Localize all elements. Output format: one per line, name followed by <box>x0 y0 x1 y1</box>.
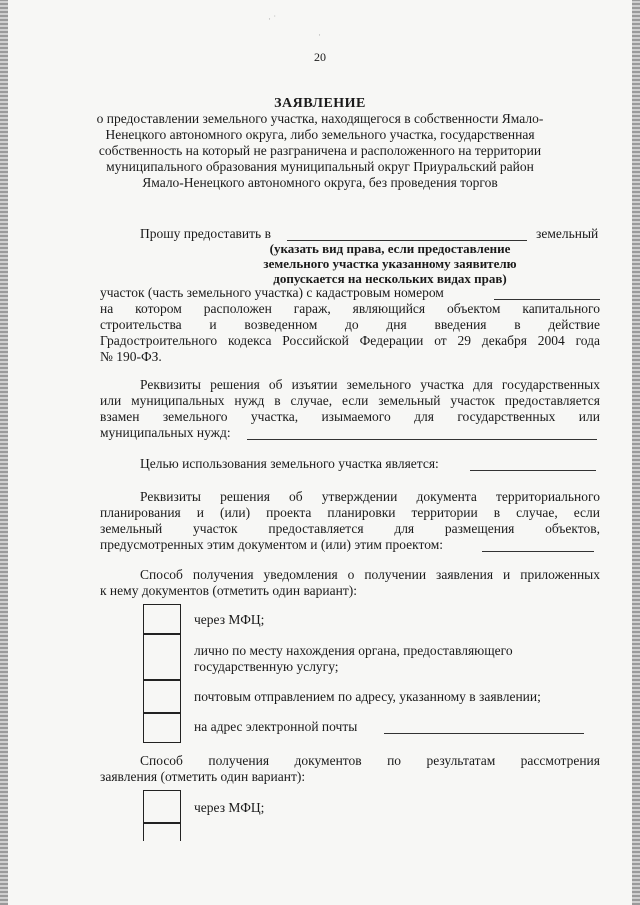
paragraph-line: Реквизиты решения об изъятии земельного участка для государственных <box>140 377 600 392</box>
garage-paragraph <box>100 301 600 365</box>
notify-email-field[interactable] <box>384 721 584 734</box>
purpose-field[interactable] <box>470 458 596 471</box>
notify-option-email: на адрес электронной почты <box>194 719 358 734</box>
right-type-field[interactable] <box>287 228 527 241</box>
paragraph-line: планирования и (или) проекта планировки территории в случае, если <box>100 505 600 520</box>
subtitle-line: собственность на который не разграничена и расположенного на территории <box>98 143 542 158</box>
results-heading <box>100 753 600 785</box>
paragraph-line: заявления (отметить один вариант): <box>100 769 306 784</box>
page-number: 20 <box>314 50 326 64</box>
subtitle-line: Ямало-Ненецкого автономного округа, без проведения торгов <box>142 175 498 190</box>
paragraph-line: к нему документов (отметить один вариант): <box>100 583 357 598</box>
cadastral-label: участок (часть земельного участка) с кадастровым номером <box>100 285 444 300</box>
paragraph-line: Реквизиты решения об утверждении документа территориального <box>140 489 600 504</box>
notify-option-mail: почтовым отправлением по адресу, указанному в заявлении; <box>194 689 541 704</box>
paragraph-line: предусмотренных этим документом и (или) этим проектом: <box>100 537 444 552</box>
subtitle-line: муниципального образования муниципальный округ Приуральский район <box>106 159 534 174</box>
document-subtitle <box>90 111 550 191</box>
subtitle-line: о предоставлении земельного участка, находящегося в собственности Ямало- <box>96 111 544 126</box>
scan-speck: · ˙ <box>268 14 277 24</box>
results-next-checkbox[interactable] <box>143 823 181 841</box>
option-line: государственную услугу; <box>194 659 339 674</box>
planning-requisites-field[interactable] <box>482 539 594 552</box>
paragraph-line: взамен земельного участка, изымаемого для государственных или <box>100 409 600 424</box>
right-type-hint <box>240 241 540 286</box>
hint-line: земельного участка указанному заявителю <box>263 256 517 271</box>
paragraph-line: или муниципальных нужд в случае, если земельный участок предоставляется <box>100 393 600 408</box>
purpose-label: Целью использования земельного участка является: <box>140 456 439 471</box>
paragraph-line: Градостроительного кодекса Российской Федерации от 29 декабря 2004 года <box>100 333 600 348</box>
notify-option-mfc: через МФЦ; <box>194 612 265 627</box>
document-title: ЗАЯВЛЕНИЕ <box>274 96 366 111</box>
hint-line: (указать вид права, если предоставление <box>269 241 511 256</box>
paragraph-line: на котором расположен гараж, являющийся объектом капитального <box>100 301 600 316</box>
hint-line: допускается на нескольких видах прав) <box>273 271 507 286</box>
notify-email-checkbox[interactable] <box>143 713 181 743</box>
notification-heading <box>100 567 600 599</box>
notify-in-person-checkbox[interactable] <box>143 634 181 680</box>
notify-mfc-checkbox[interactable] <box>143 604 181 634</box>
paragraph-line: земельный участок предоставляется для размещения объектов, <box>100 521 600 536</box>
subtitle-line: Ненецкого автономного округа, либо земельного участка, государственная <box>105 127 535 142</box>
results-mfc-checkbox[interactable] <box>143 790 181 823</box>
results-option-mfc: через МФЦ; <box>194 800 265 815</box>
paragraph-line: № 190-ФЗ. <box>100 349 162 364</box>
request-intro: Прошу предоставить в <box>140 226 271 241</box>
notify-option-in-person <box>194 643 513 675</box>
notify-mail-checkbox[interactable] <box>143 680 181 713</box>
cadastral-number-field[interactable] <box>494 287 600 300</box>
paragraph-line: Способ получения документов по результатам рассмотрения <box>140 753 600 768</box>
paragraph-line: Способ получения уведомления о получении заявления и приложенных <box>140 567 600 582</box>
paragraph-line: муниципальных нужд: <box>100 425 231 440</box>
request-suffix: земельный <box>536 226 599 241</box>
paragraph-line: строительства и возведенном до дня введения в действие <box>100 317 600 332</box>
option-line: лично по месту нахождения органа, предоставляющего <box>194 643 513 658</box>
seizure-requisites-field[interactable] <box>247 427 597 440</box>
scan-speck: · <box>318 30 321 40</box>
